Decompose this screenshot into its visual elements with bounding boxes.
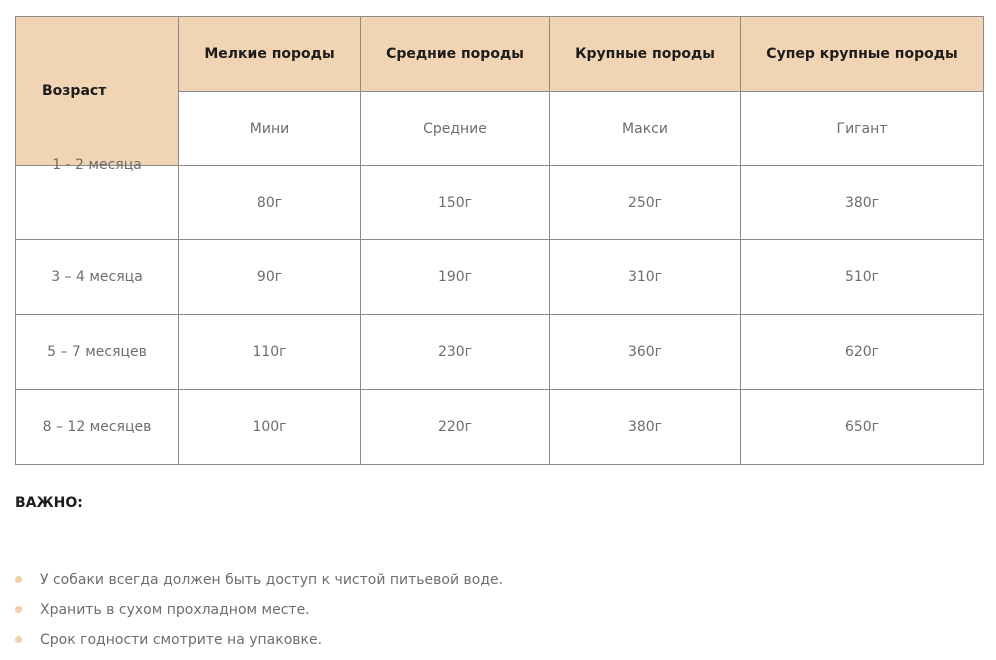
notes-list [15,568,503,658]
table-row [16,315,984,390]
header-small: Мелкие породы [179,17,361,92]
value-cell: 80г [179,166,361,240]
size-cell: Гигант [741,92,984,166]
header-giant: Супер крупные породы [741,17,984,92]
value-cell: 650г [741,390,984,465]
value-cell: 250г [550,166,741,240]
value-cell: 510г [741,240,984,315]
header-medium: Средние породы [361,17,550,92]
size-cell: Макси [550,92,741,166]
value-cell: 90г [179,240,361,315]
value-cell: 360г [550,315,741,390]
value-cell: 110г [179,315,361,390]
age-cell: 1 - 2 месяца [16,128,179,202]
bullet-icon [15,636,22,643]
value-cell: 380г [550,390,741,465]
age-cell: 3 – 4 месяца [16,240,179,315]
table-header-row [16,17,984,92]
table-row [16,166,984,240]
list-item [15,568,503,598]
value-cell: 620г [741,315,984,390]
age-cell: 5 – 7 месяцев [16,315,179,390]
header-age: Возраст [16,17,179,166]
bullet-icon [15,606,22,613]
note-text: Срок годности смотрите на упаковке. [40,632,323,648]
list-item [15,628,503,658]
age-cell: 8 – 12 месяцев [16,390,179,465]
list-item [15,598,503,628]
header-large: Крупные породы [550,17,741,92]
size-cell: Мини [179,92,361,166]
value-cell: 380г [741,166,984,240]
value-cell: 310г [550,240,741,315]
size-cell: Средние [361,92,550,166]
note-text: У собаки всегда должен быть доступ к чистой питьевой воде. [40,572,504,588]
table-row [16,240,984,315]
bullet-icon [15,576,22,583]
value-cell: 150г [361,166,550,240]
feeding-table [15,16,984,465]
table-row [16,390,984,465]
value-cell: 220г [361,390,550,465]
note-text: Хранить в сухом прохладном месте. [40,602,310,618]
value-cell: 100г [179,390,361,465]
important-heading: ВАЖНО: [15,495,83,511]
value-cell: 230г [361,315,550,390]
value-cell: 190г [361,240,550,315]
